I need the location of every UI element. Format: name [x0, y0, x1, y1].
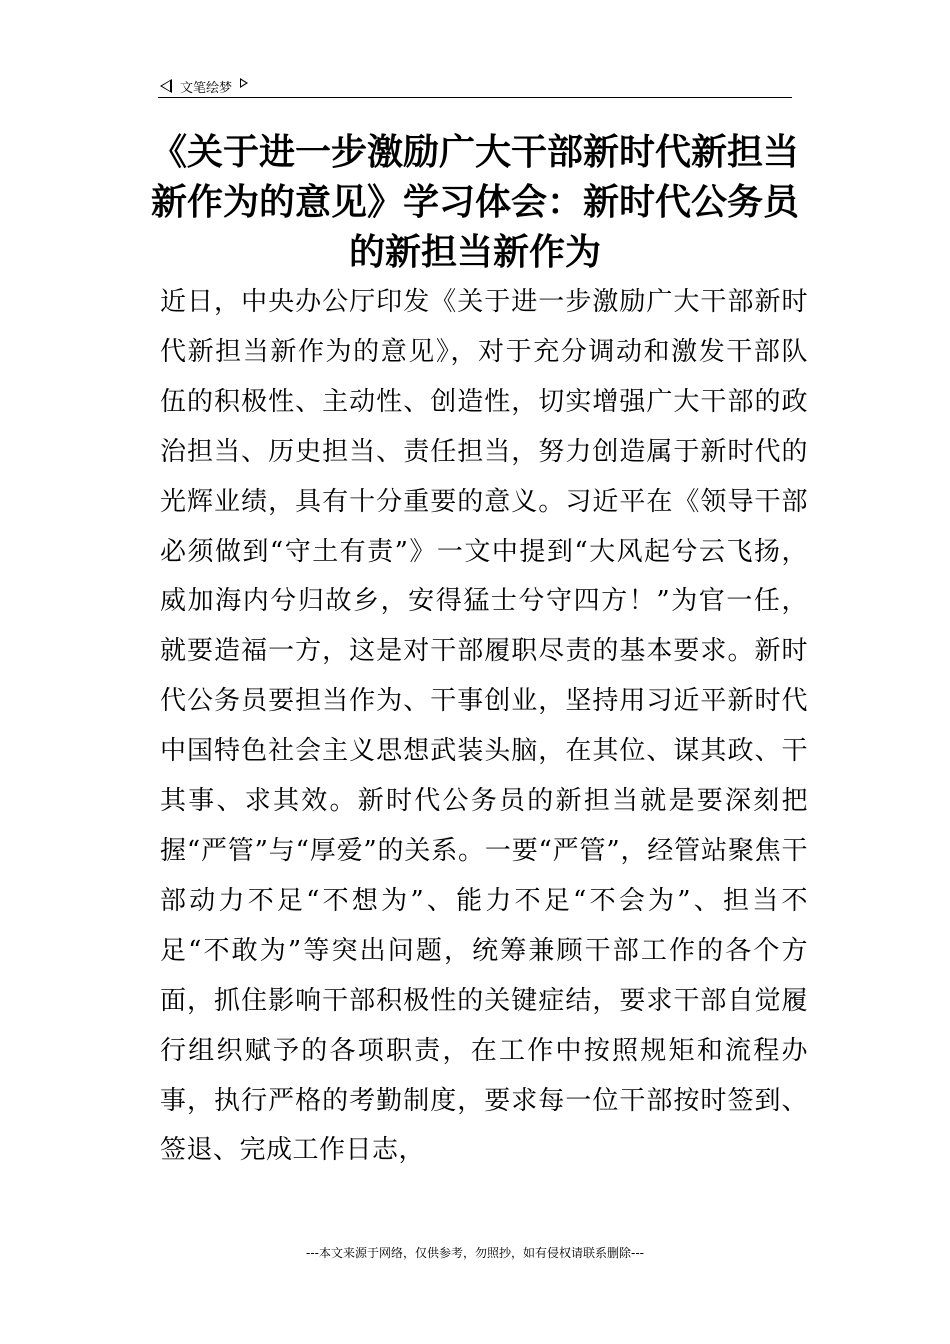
document-body: 近日，中央办公厅印发《关于进一步激励广大干部新时代新担当新作为的意见》，对于充分调动和激发干部队伍的积极性、主动性、创造性，切实增强广大干部的政治担当、历史担当、责任担当，努力创造属于新时代的光辉业绩，具有十分重要的意义。习近平在《领导干部必须做到“守土有责”》一文中提到“大风起兮云飞扬，威加海内兮归故乡，安得猛士兮守四方！”为官一任，就要造福一方，这是对干部履职尽责的基本要求。新时代公务员要担当作为、干事创业，坚持用习近平新时代中国特色社会主义思想武装头脑，在其位、谋其政、干其事、求其效。新时代公务员的新担当就是要深刻把握“严管”与“厚爱”的关系。一要“严管”，经管站聚焦干部动力不足“不想为”、能力不足“不会为”、担当不足“不敢为”等突出问题，统筹兼顾干部工作的各个方面，抓住影响干部积极性的关键症结，要求干部自觉履行组织赋予的各项职责，在工作中按照规矩和流程办事，执行严格的考勤制度，要求每一位干部按时签到、签退、完成工作日志，: [160, 287, 808, 1166]
document-title: 《关于进一步激励广大干部新时代新担当新作为的意见》学习体会：新时代公务员的新担当新作为: [150, 132, 799, 273]
triangle-left-icon: [160, 79, 172, 93]
header-divider: [158, 97, 792, 98]
header-brand: 文笔绘梦: [180, 80, 233, 96]
triangle-right-icon: [240, 78, 248, 88]
page-footer: ---本文来源于网络，仅供参考，勿照抄，如有侵权请联系删除---: [306, 1246, 644, 1260]
page-header: [160, 74, 792, 98]
